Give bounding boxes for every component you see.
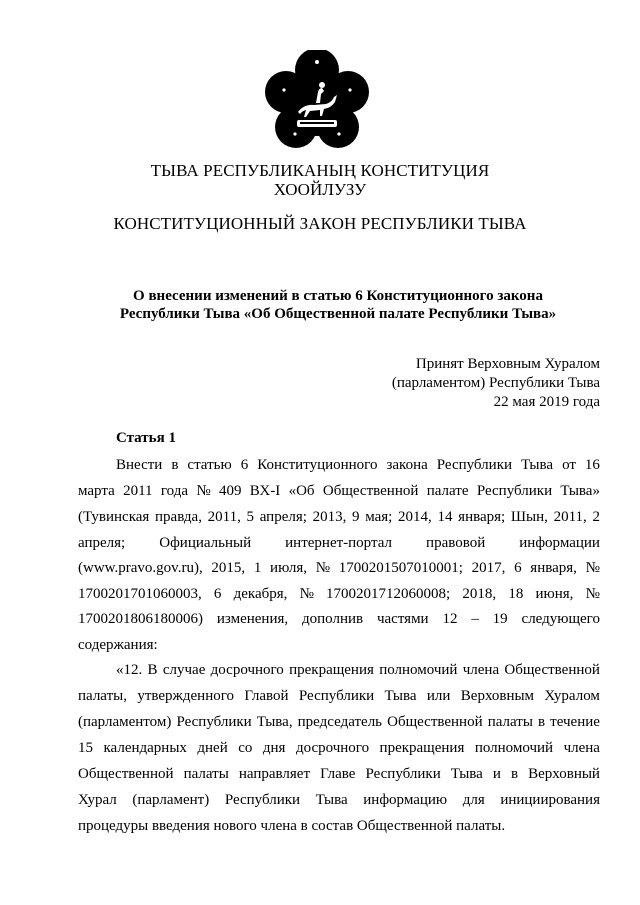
- paragraph-1-line: [78, 609, 600, 629]
- adopted-line2: (парламентом) Республики Тыва: [391, 375, 600, 391]
- word: 1700201507010001;: [338, 560, 463, 576]
- word: члена: [563, 740, 600, 756]
- word: в: [537, 714, 546, 730]
- word: января;: [458, 509, 506, 525]
- word: 15: [78, 740, 93, 756]
- word: Тыва»: [560, 483, 600, 499]
- tuva-coat-of-arms-icon: [264, 50, 370, 152]
- word: или: [426, 688, 451, 704]
- subject-line1: О внесении изменений в статью 6 Конституционного закона: [133, 288, 543, 304]
- word: прекращения: [379, 740, 465, 756]
- word: досрочного: [210, 662, 284, 678]
- word: –: [471, 611, 479, 627]
- word: 6: [213, 586, 222, 602]
- word: В: [147, 662, 158, 678]
- word: направляет: [238, 766, 310, 782]
- word: и: [492, 766, 501, 782]
- word: 2011,: [553, 509, 587, 525]
- paragraph-1-last-line: содержания:: [78, 637, 158, 653]
- paragraph-2-line: [78, 738, 600, 758]
- paragraph-2-line: [78, 790, 600, 810]
- word: 2014,: [398, 509, 432, 525]
- word: полномочий: [379, 662, 458, 678]
- word: 2011,: [207, 509, 241, 525]
- word: Республики: [365, 766, 441, 782]
- word: от: [562, 457, 576, 473]
- word: председатель: [297, 714, 383, 730]
- word: Общественной: [322, 483, 419, 499]
- word: Республики: [224, 792, 301, 808]
- word: для: [462, 792, 485, 808]
- word: 1700201806180006): [78, 611, 203, 627]
- word: правда,: [155, 509, 202, 525]
- word: 19: [492, 611, 508, 627]
- title-ru: КОНСТИТУЦИОННЫЙ ЗАКОН РЕСПУБЛИКИ ТЫВА: [113, 214, 527, 233]
- word: Республики: [298, 688, 375, 704]
- word: Главе: [320, 766, 356, 782]
- word: в: [510, 766, 519, 782]
- word: 2018,: [462, 586, 497, 602]
- word: случае: [162, 662, 206, 678]
- word: Республики: [176, 714, 252, 730]
- word: 18: [508, 586, 524, 602]
- word: изменения,: [216, 611, 289, 627]
- word: 5: [246, 509, 255, 525]
- word: №: [299, 586, 314, 602]
- word: следующего: [521, 611, 600, 627]
- word: ВХ-I: [249, 483, 281, 499]
- paragraph-2-line: [78, 712, 600, 732]
- word: Хурал: [78, 792, 117, 808]
- word: января,: [530, 560, 577, 576]
- paragraph-1-line: [78, 507, 600, 527]
- word: апреля;: [78, 535, 126, 551]
- word: Общественной: [78, 766, 174, 782]
- paragraph-1-line: [78, 533, 600, 553]
- word: Тыва: [315, 792, 348, 808]
- word: палаты,: [78, 688, 127, 704]
- paragraph-2-line: [78, 764, 600, 784]
- word: мая;: [365, 509, 393, 525]
- word: года: [160, 483, 188, 499]
- word: Конституционного: [257, 457, 378, 473]
- word: Республики: [436, 457, 513, 473]
- word: 12: [442, 611, 458, 627]
- word: июня,: [535, 586, 574, 602]
- word: №: [585, 586, 600, 602]
- paragraph-1-line: [78, 558, 600, 578]
- word: Официальный: [159, 535, 252, 551]
- word: палаты: [487, 714, 533, 730]
- word: дополнив: [302, 611, 364, 627]
- word: 9: [352, 509, 360, 525]
- word: «Об: [288, 483, 315, 499]
- word: интернет-портал: [285, 535, 393, 551]
- word: течение: [550, 714, 600, 730]
- word: Шын,: [510, 509, 548, 525]
- word: (парламент): [132, 792, 210, 808]
- word: члена: [462, 662, 500, 678]
- word: Тыва: [521, 457, 554, 473]
- word: Главой: [244, 688, 289, 704]
- word: №: [585, 560, 600, 576]
- paragraph-1-line: [116, 455, 600, 475]
- word: 2015,: [211, 560, 246, 576]
- word: Общественной: [387, 714, 483, 730]
- word: 6: [240, 457, 249, 473]
- paragraph-1-line: [78, 481, 600, 501]
- paragraph-2-last-line: процедуры введения нового члена в состав Общественной палаты.: [78, 818, 506, 834]
- paragraph-2-line: [116, 660, 600, 680]
- word: №: [315, 560, 331, 576]
- word: дней: [197, 740, 228, 756]
- word: 6: [514, 560, 522, 576]
- paragraph-2-line: [78, 686, 600, 706]
- word: 2013,: [312, 509, 347, 525]
- word: №: [196, 483, 211, 499]
- word: информацию: [363, 792, 448, 808]
- word: Хуралом: [544, 688, 600, 704]
- word: апреля;: [259, 509, 307, 525]
- word: палате: [426, 483, 469, 499]
- word: правовой: [426, 535, 486, 551]
- word: Тыва: [384, 688, 417, 704]
- word: Верховным: [460, 688, 535, 704]
- word: «12.: [116, 662, 143, 678]
- title-tyva-line1: ТЫВА РЕСПУБЛИКАНЫҢ КОНСТИТУЦИЯ: [150, 161, 490, 180]
- word: 1700201712060008;: [326, 586, 451, 602]
- word: инициирования: [500, 792, 600, 808]
- word: информации: [519, 535, 600, 551]
- word: марта: [78, 483, 115, 499]
- word: (Тувинская: [78, 509, 150, 525]
- word: июля,: [270, 560, 308, 576]
- word: (парламентом): [78, 714, 172, 730]
- word: Верховный: [528, 766, 600, 782]
- word: полномочий: [474, 740, 554, 756]
- word: 409: [218, 483, 242, 499]
- word: утвержденного: [137, 688, 235, 704]
- word: закона: [386, 457, 428, 473]
- word: дня: [262, 740, 286, 756]
- word: Внести: [116, 457, 163, 473]
- word: прекращения: [289, 662, 374, 678]
- word: частями: [376, 611, 429, 627]
- word: 14: [437, 509, 453, 525]
- word: статью: [187, 457, 232, 473]
- word: 1700201701060003,: [78, 586, 202, 602]
- word: палаты: [183, 766, 229, 782]
- word: со: [238, 740, 253, 756]
- word: 2: [592, 509, 600, 525]
- word: 16: [584, 457, 600, 473]
- adopted-line1: Принят Верховным Хуралом: [415, 356, 600, 372]
- word: Республики: [476, 483, 553, 499]
- word: Тыва,: [256, 714, 293, 730]
- word: (www.pravo.gov.ru),: [78, 560, 203, 576]
- word: 1: [253, 560, 262, 576]
- word: 2017,: [471, 560, 506, 576]
- word: календарных: [103, 740, 187, 756]
- word: в: [171, 457, 179, 473]
- title-tyva-line2: ХООЙЛУЗУ: [273, 180, 367, 199]
- adopted-date: 22 мая 2019 года: [493, 394, 600, 410]
- word: Общественной: [504, 662, 600, 678]
- word: Тыва: [450, 766, 483, 782]
- subject-line2: Республики Тыва «Об Общественной палате Республики Тыва»: [119, 306, 557, 322]
- word: 2011: [123, 483, 153, 499]
- article-heading: Статья 1: [116, 430, 176, 446]
- paragraph-1-line: [78, 584, 600, 604]
- word: декабря,: [233, 586, 288, 602]
- word: досрочного: [295, 740, 370, 756]
